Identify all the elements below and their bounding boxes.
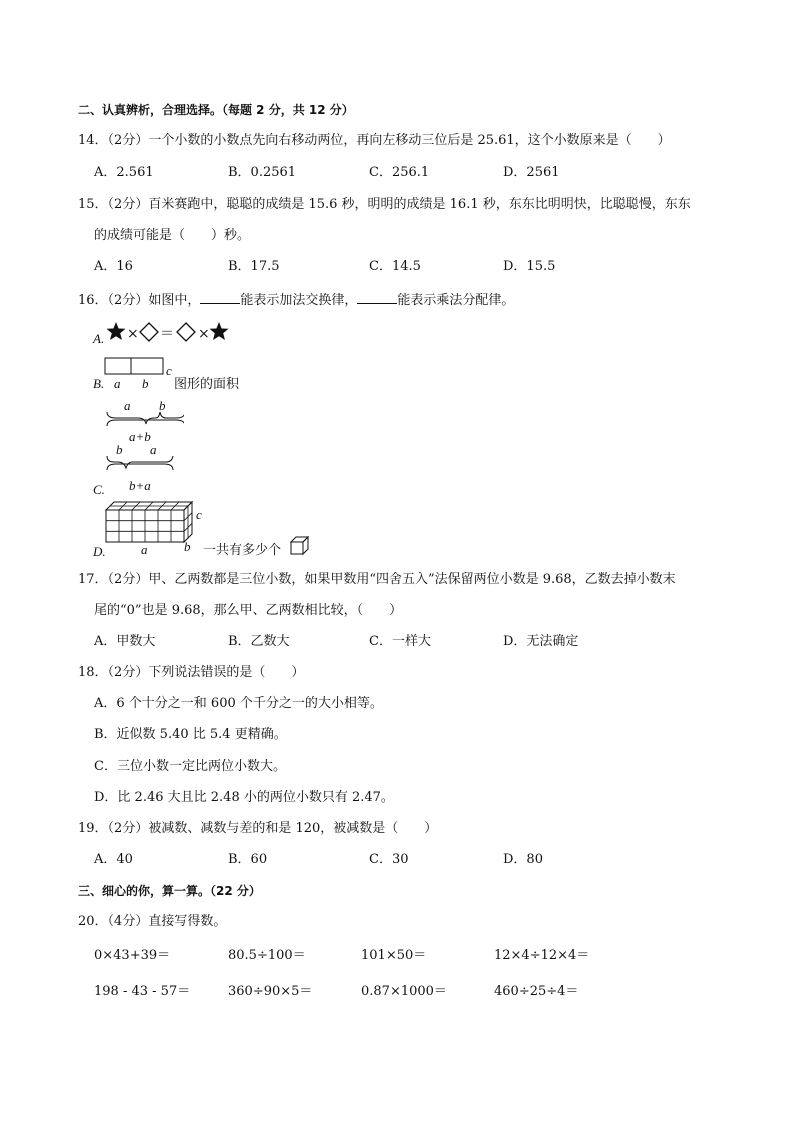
q17-option-a: A．甲数大: [94, 634, 156, 649]
diamond-icon: [177, 323, 195, 341]
question-20-stem: 20．（4分）直接写得数。: [78, 914, 227, 929]
label-c: c: [196, 507, 202, 522]
q15-option-c: C．14.5: [369, 259, 421, 274]
q15-option-a: A．16: [94, 259, 133, 274]
question-15-stem-line1: 15．（2分）百米赛跑中，聪聪的成绩是 15.6 秒，明明的成绩是 16.1 秒，东东比明明快，比聪聪慢，东东: [78, 197, 691, 212]
label-a: a: [114, 376, 121, 391]
diamond-icon: [140, 323, 158, 341]
calc-item: 80.5÷100＝: [228, 948, 306, 963]
times-sign: ×: [127, 326, 139, 342]
equals-sign: ＝: [160, 326, 174, 342]
calc-item: 12×4÷12×4＝: [494, 948, 590, 963]
label-c: c: [166, 363, 172, 378]
label-a: a: [150, 442, 157, 457]
q16-stem-mid: 能表示加法交换律，: [240, 293, 358, 308]
q15-option-b: B．17.5: [228, 259, 280, 274]
label-b: b: [184, 539, 191, 554]
answer-blank-1[interactable]: [200, 290, 240, 304]
question-17-stem-line1: 17．（2分）甲、乙两数都是三位小数，如果甲数用“四舍五入”法保留两位小数是 9.68，乙数去掉小数末: [78, 572, 676, 587]
section-heading: 三、细心的你，算一算。（22 分）: [78, 884, 261, 898]
q18-option-c: C．三位小数一定比两位小数大。: [94, 759, 286, 774]
q16-option-b-label: B.: [93, 376, 105, 391]
q14-option-a: A．2.561: [94, 165, 154, 180]
question-14-stem: 14．（2分）一个小数的小数点先向右移动两位，再向左移动三位后是 25.61，这个小数原来是（ ）: [78, 133, 671, 148]
q17-option-b: B．乙数大: [228, 634, 290, 649]
calc-item: 101×50＝: [361, 948, 427, 963]
q16-option-a-label: A.: [93, 331, 105, 346]
q16-stem-prefix: 16．（2分）如图中，: [78, 293, 201, 308]
calc-item: 360÷90×5＝: [228, 984, 313, 999]
label-b: b: [116, 442, 123, 457]
q19-option-a: A．40: [94, 852, 133, 867]
question-15-stem-line2: 的成绩可能是（ ）秒。: [94, 228, 251, 243]
answer-blank-2[interactable]: [357, 290, 397, 304]
q16-option-d-text: 一共有多少个: [203, 543, 282, 558]
q19-option-c: C．30: [369, 852, 409, 867]
times-sign: ×: [198, 326, 210, 342]
label-a: a: [124, 398, 131, 413]
label-b: b: [142, 376, 149, 391]
q19-option-d: D．80: [503, 852, 543, 867]
sum-label-b-plus-a: b+a: [129, 478, 151, 493]
question-17-stem-line2: 尾的“0”也是 9.68，那么甲、乙两数相比较，（ ）: [94, 603, 403, 618]
q18-option-d: D．比 2.46 大且比 2.48 小的两位小数只有 2.47。: [94, 790, 394, 805]
calc-item: 0.87×1000＝: [361, 984, 447, 999]
q14-option-d: D．2561: [503, 165, 560, 180]
q18-option-b: B．近似数 5.40 比 5.4 更精确。: [94, 727, 287, 742]
q18-option-a: A．6 个十分之一和 600 个千分之一的大小相等。: [94, 696, 383, 711]
sum-label-a-plus-b: a+b: [129, 429, 151, 444]
question-18-stem: 18．（2分）下列说法错误的是（ ）: [78, 665, 305, 680]
q16-stem-suffix: 能表示乘法分配律。: [397, 293, 515, 308]
question-16-stem: [78, 290, 514, 309]
label-b: b: [159, 398, 166, 413]
calc-item: 0×43+39＝: [94, 948, 171, 963]
q16-option-b-text: 图形的面积: [174, 377, 240, 392]
q17-option-c: C．一样大: [369, 634, 431, 649]
star-icon: [210, 322, 229, 340]
q16-option-c-label: C.: [93, 482, 105, 497]
calc-item: 198 - 43 - 57＝: [94, 984, 191, 999]
section-heading: 二、认真辨析，合理选择。（每题 2 分，共 12 分）: [78, 103, 354, 117]
q14-option-b: B．0.2561: [228, 165, 297, 180]
unit-cube-icon: [290, 536, 310, 556]
q15-option-d: D．15.5: [503, 259, 556, 274]
calc-item: 460÷25÷4＝: [494, 984, 579, 999]
q16-option-d-label: D.: [93, 544, 106, 559]
question-19-stem: 19．（2分）被减数、减数与差的和是 120，被减数是（ ）: [78, 821, 438, 836]
star-icon: [107, 322, 126, 340]
q17-option-d: D．无法确定: [503, 634, 579, 649]
label-a: a: [141, 542, 148, 557]
q14-option-c: C．256.1: [369, 165, 430, 180]
q19-option-b: B．60: [228, 852, 268, 867]
